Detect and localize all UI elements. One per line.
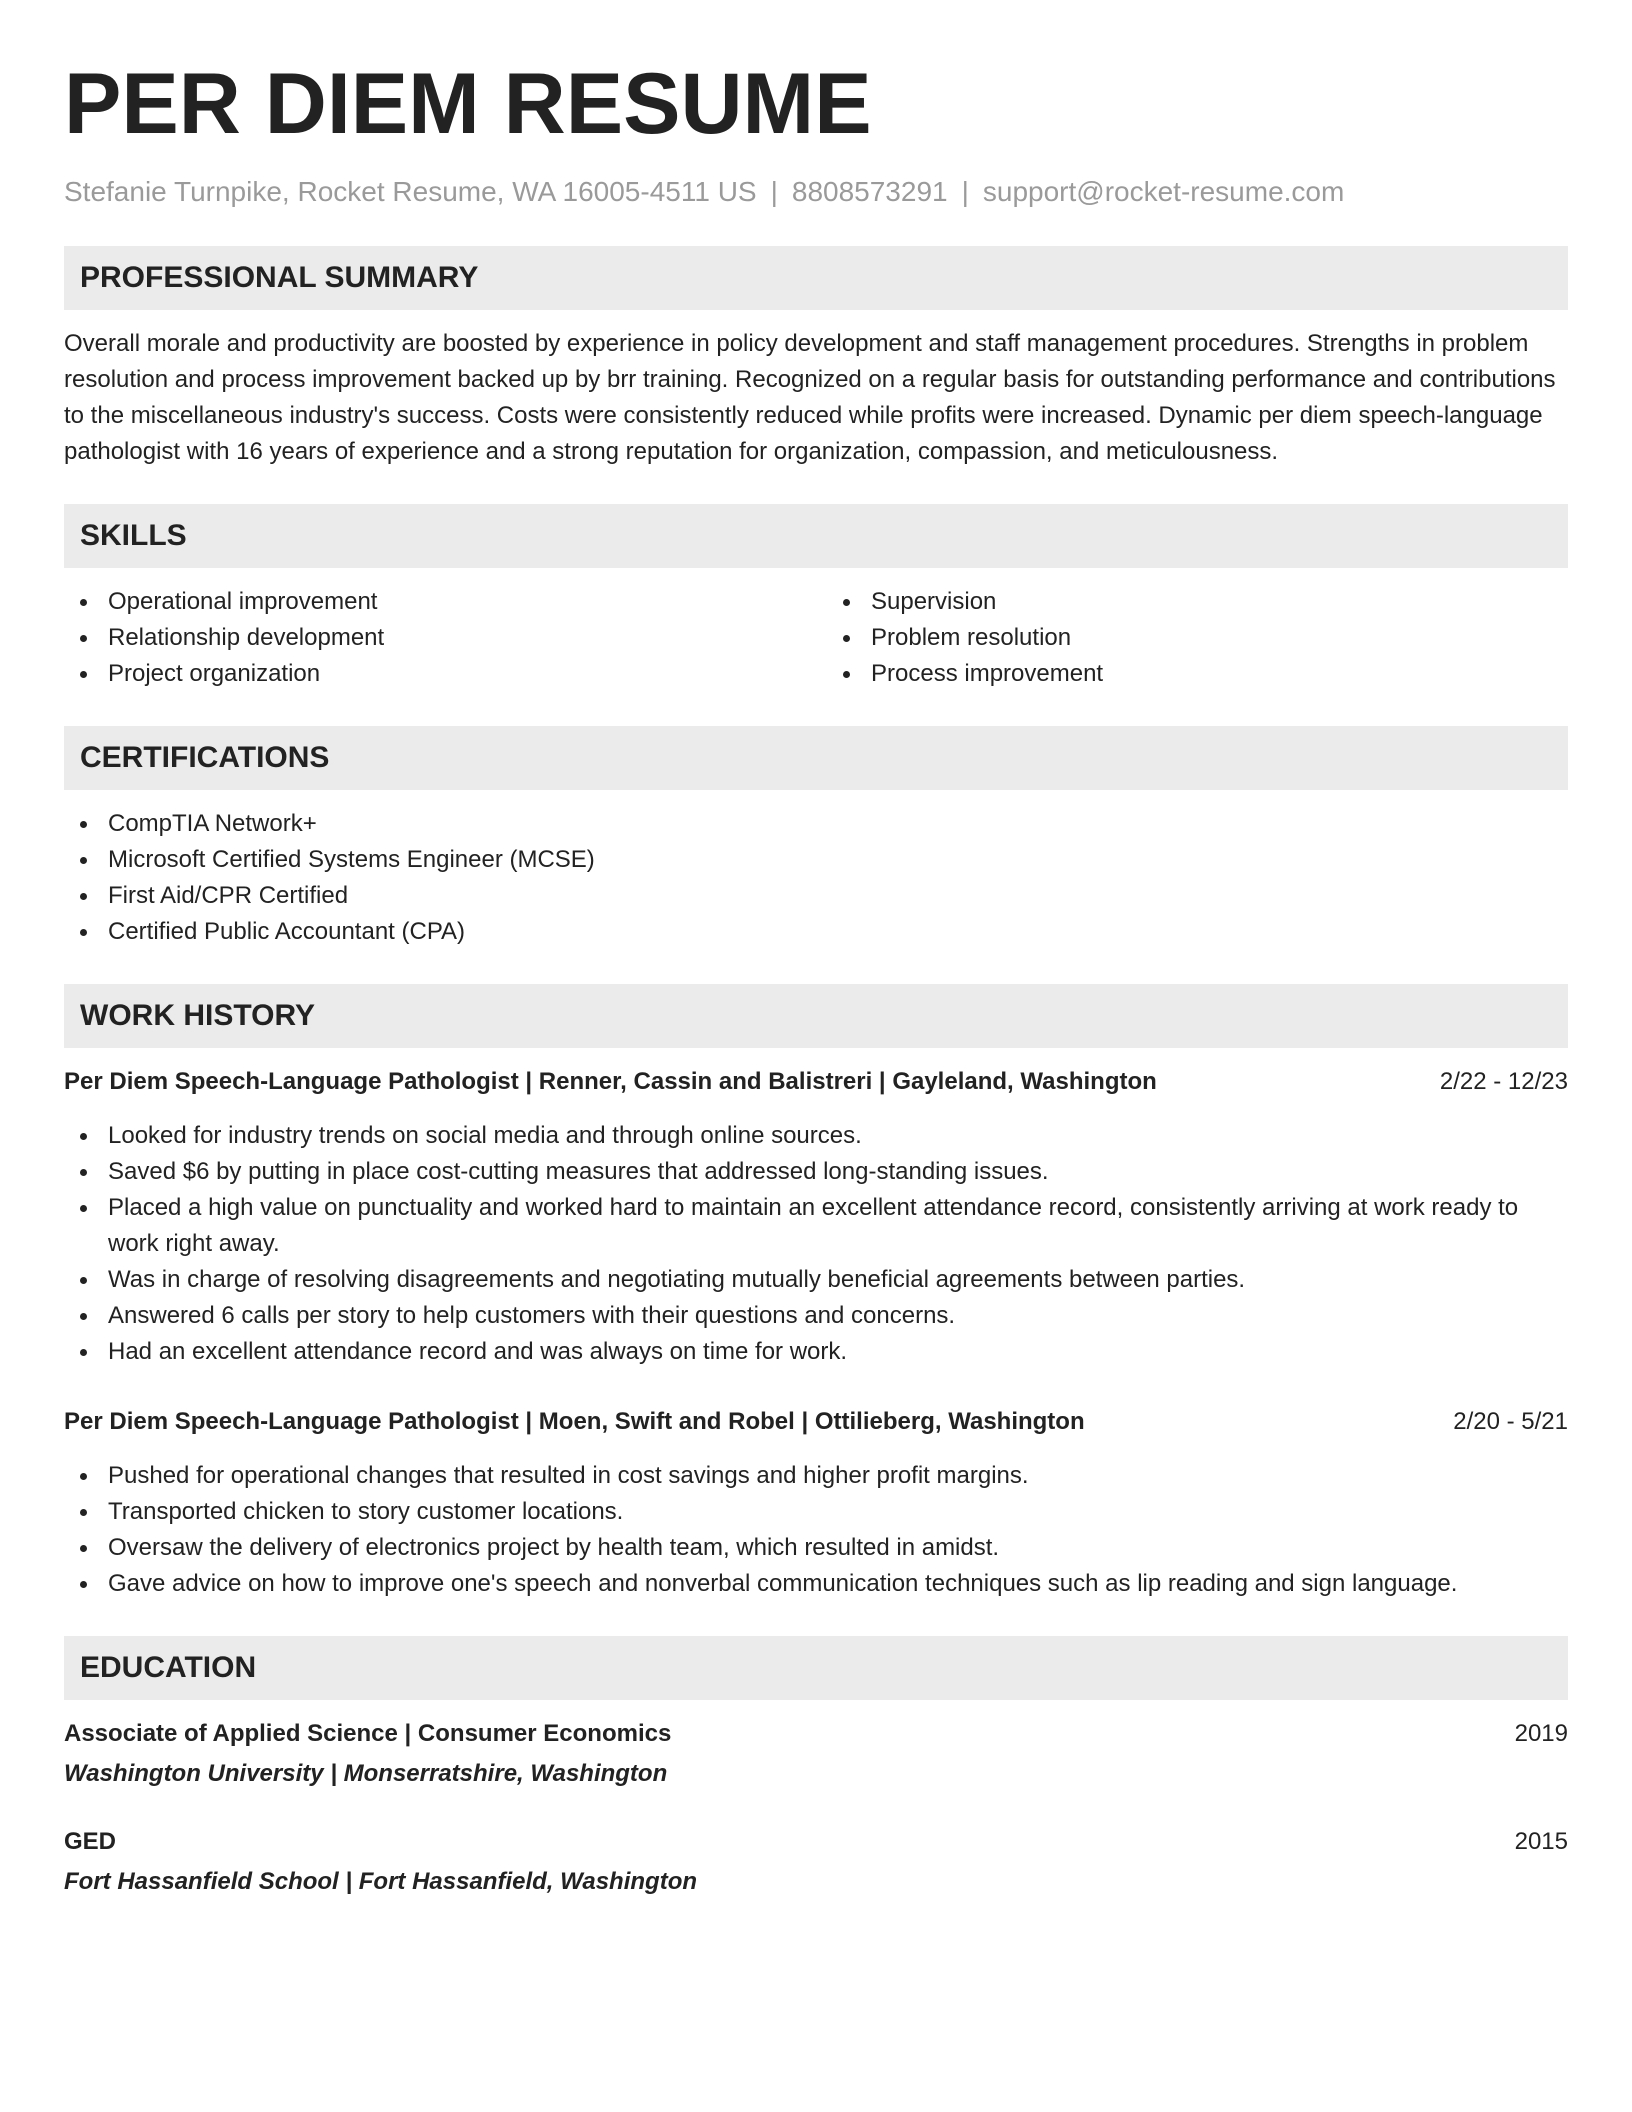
job-bullets [64, 1458, 1568, 1602]
contact-separator: | [961, 176, 969, 207]
contact-phone: 8808573291 [791, 176, 948, 207]
job-dates: 2/20 - 5/21 [1453, 1408, 1568, 1435]
education-year: 2019 [1514, 1720, 1568, 1747]
education-degree: Associate of Applied Science | Consumer Economics [64, 1720, 672, 1747]
list-item: Problem resolution [827, 620, 1568, 656]
list-item: Was in charge of resolving disagreements and negotiating mutually beneficial agreements between parties. [64, 1262, 1568, 1298]
list-item: Placed a high value on punctuality and worked hard to maintain an excellent attendance record, consistently arriving at work ready to work right away. [64, 1190, 1568, 1262]
list-item: Oversaw the delivery of electronics project by health team, which resulted in amidst. [64, 1530, 1568, 1566]
certifications-list [64, 806, 1568, 950]
list-item: Relationship development [64, 620, 805, 656]
education-header [64, 1716, 1568, 1752]
job-title: Per Diem Speech-Language Pathologist | Moen, Swift and Robel | Ottilieberg, Washington [64, 1408, 1085, 1435]
list-item: Certified Public Accountant (CPA) [64, 914, 1568, 950]
job-title: Per Diem Speech-Language Pathologist | Renner, Cassin and Balistreri | Gayleland, Washington [64, 1068, 1157, 1095]
contact-address: Stefanie Turnpike, Rocket Resume, WA 16005-4511 US [64, 176, 757, 207]
education-school: Fort Hassanfield School | Fort Hassanfield, Washington [64, 1868, 698, 1895]
skills-column-right [827, 584, 1568, 692]
education-school: Washington University | Monserratshire, Washington [64, 1760, 668, 1787]
summary-text: Overall morale and productivity are boosted by experience in policy development and staff management procedures. Strengths in problem resolution and process improvement backed up by brr training. Recognized on a regular basis for outstanding performance and contributions to the miscellaneous industry's success. Costs were consistently reduced while profits were increased. Dynamic per diem speech-language pathologist with 16 years of experience and a strong reputation for organization, compassion, and meticulousness. [64, 330, 1556, 465]
list-item: Supervision [827, 584, 1568, 620]
list-item: Answered 6 calls per story to help customers with their questions and concerns. [64, 1298, 1568, 1334]
education-header [64, 1824, 1568, 1860]
contact-line [64, 174, 1568, 210]
page-title: PER DIEM RESUME [64, 56, 872, 152]
education-degree: GED [64, 1828, 117, 1855]
job-entry [64, 1404, 1568, 1602]
job-dates: 2/22 - 12/23 [1439, 1068, 1568, 1095]
skills-column-left [64, 584, 805, 692]
list-item: CompTIA Network+ [64, 806, 1568, 842]
section-heading-summary: PROFESSIONAL SUMMARY [64, 246, 1568, 310]
section-heading-certifications: CERTIFICATIONS [64, 726, 1568, 790]
list-item: Project organization [64, 656, 805, 692]
contact-email[interactable]: support@rocket-resume.com [982, 176, 1345, 207]
list-item: Gave advice on how to improve one's speech and nonverbal communication techniques such as lip reading and sign language. [64, 1566, 1568, 1602]
job-header [64, 1404, 1568, 1440]
resume-page [64, 54, 1568, 1900]
job-bullets [64, 1118, 1568, 1370]
list-item: Pushed for operational changes that resulted in cost savings and higher profit margins. [64, 1458, 1568, 1494]
list-item: Microsoft Certified Systems Engineer (MCSE) [64, 842, 1568, 878]
skills-list [64, 584, 1568, 692]
list-item: Transported chicken to story customer locations. [64, 1494, 1568, 1530]
job-entry [64, 1064, 1568, 1370]
list-item: Saved $6 by putting in place cost-cutting measures that addressed long-standing issues. [64, 1154, 1568, 1190]
list-item: Process improvement [827, 656, 1568, 692]
contact-separator: | [770, 176, 778, 207]
list-item: Had an excellent attendance record and was always on time for work. [64, 1334, 1568, 1370]
list-item: Operational improvement [64, 584, 805, 620]
job-header [64, 1064, 1568, 1100]
section-heading-work-history: WORK HISTORY [64, 984, 1568, 1048]
section-heading-skills: SKILLS [64, 504, 1568, 568]
section-heading-education: EDUCATION [64, 1636, 1568, 1700]
list-item: Looked for industry trends on social media and through online sources. [64, 1118, 1568, 1154]
education-entry [64, 1716, 1568, 1792]
education-entry [64, 1824, 1568, 1900]
list-item: First Aid/CPR Certified [64, 878, 1568, 914]
education-year: 2015 [1514, 1828, 1568, 1855]
